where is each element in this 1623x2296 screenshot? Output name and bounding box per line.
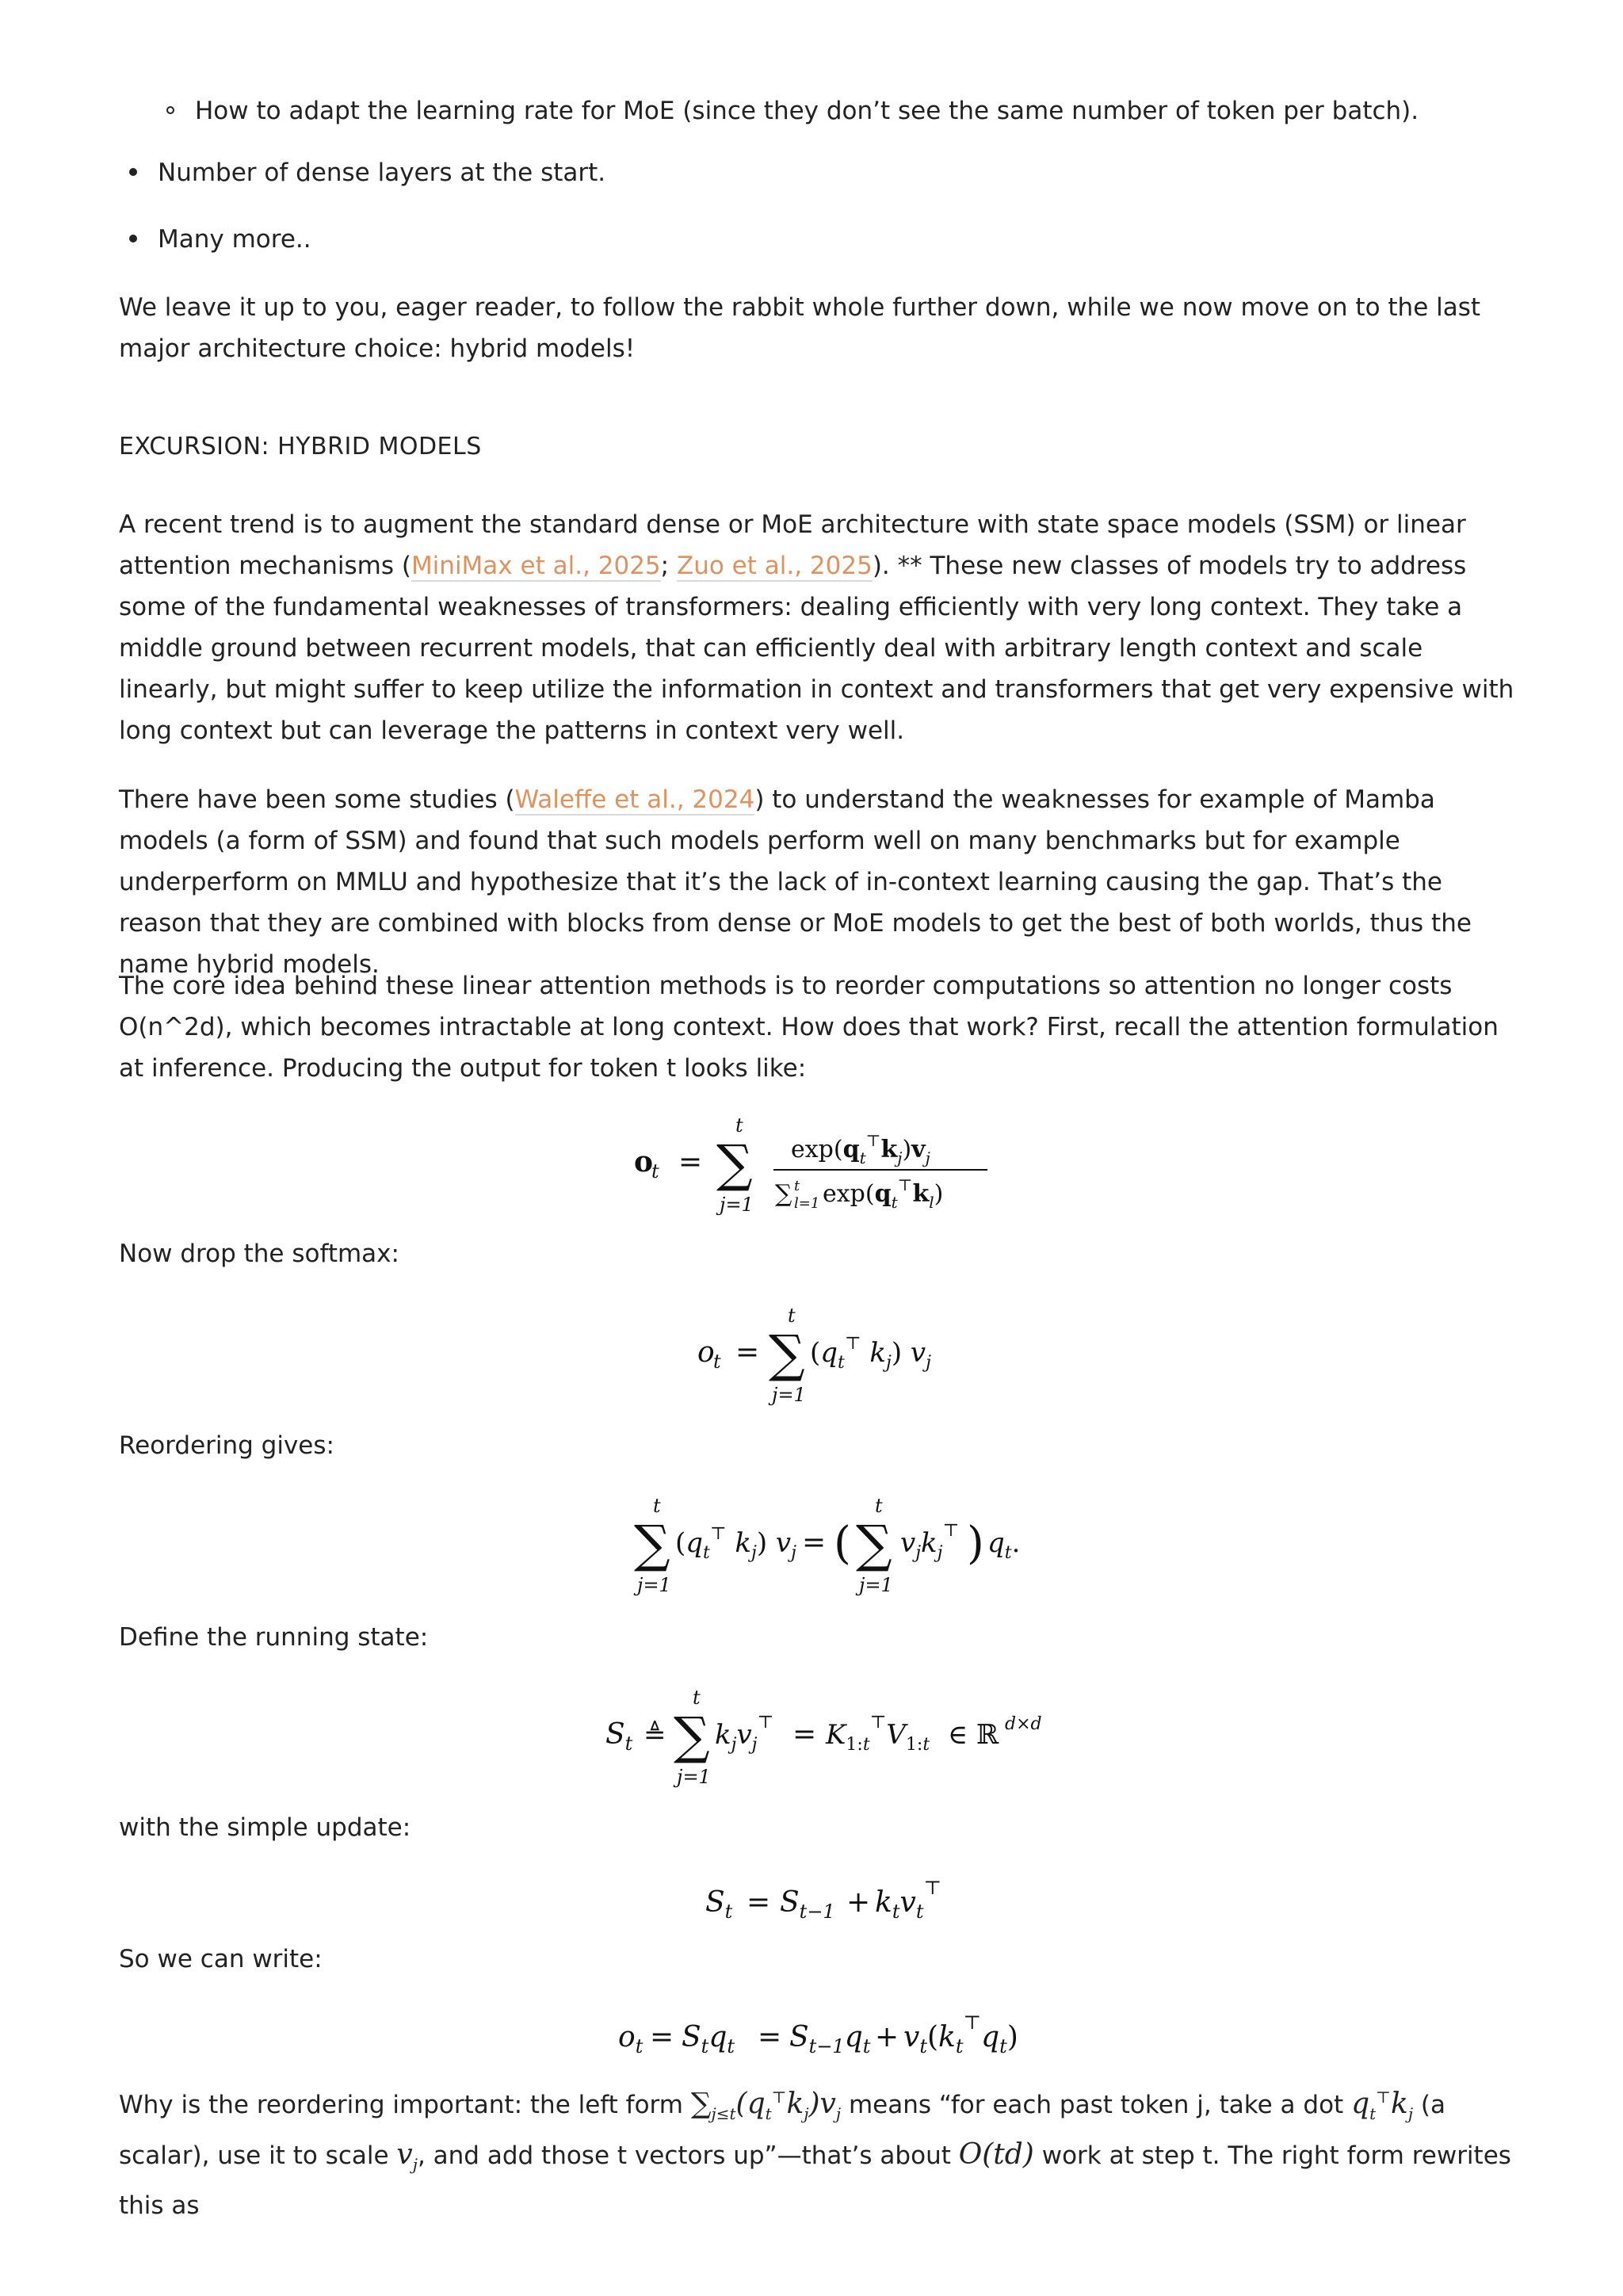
- svg-text:∑: ∑: [634, 1515, 670, 1574]
- svg-text:=: =: [792, 1718, 817, 1751]
- svg-text:t: t: [651, 1160, 659, 1182]
- svg-text:j=1: j=1: [637, 1574, 671, 1596]
- linear-attention-paragraph: The core idea behind these linear attention methods is to reorder computations so attention no longer costs O(n^2d), which becomes intractable at long context. How does that work? First, recall the attention formulation at inference. Producing the output for token t looks like:: [119, 972, 1499, 1083]
- svg-text:qt.: $q_t$.: [987, 1527, 1021, 1563]
- svg-text:t: t: [788, 1305, 796, 1327]
- bullet-item: [129, 222, 311, 257]
- svg-text:o: o: [634, 1145, 654, 1179]
- hybrid-intro-paragraph: [119, 504, 1522, 751]
- svg-text:j=1: j=1: [720, 1194, 754, 1216]
- paragraph-text: There have been some studies (: [119, 785, 515, 814]
- hollow-bullet-icon: [166, 106, 174, 114]
- svg-text:(: (: [834, 1518, 851, 1569]
- running-state-equation: [594, 1680, 1054, 1797]
- mamba-paragraph: [119, 779, 1522, 985]
- paragraph-text: work at step t. The right form rewrites this as: [119, 2141, 1511, 2221]
- svg-text:j=1: j=1: [677, 1766, 711, 1788]
- reordering-importance-paragraph: [119, 2076, 1522, 2226]
- svg-text:+: +: [875, 2021, 899, 2053]
- sub-bullet-item: [166, 94, 1419, 128]
- simple-update-label: with the simple update:: [119, 1813, 411, 1842]
- paragraph-text: ). ** These new classes of models try to address some of the fundamental weaknesses of transformers: dealing efficiently with very long context. They take a middle ground between recurrent models, that can efficiently deal with arbitrary length context and scale linearly, but might suffer to keep utilize the information in context and transformers that get very expensive with long context but can leverage the patterns in context very well.: [119, 552, 1514, 745]
- reordered-equation: [626, 1490, 1038, 1607]
- svg-text:∑: ∑: [856, 1515, 892, 1574]
- svg-text:o: o: [697, 1336, 715, 1369]
- so-write-label: So we can write:: [119, 1945, 323, 1973]
- bullet-item: [129, 155, 605, 190]
- bullet-icon: [129, 168, 137, 176]
- svg-text:=: =: [650, 2021, 674, 2053]
- svg-text:+: +: [846, 1886, 871, 1919]
- attention-softmax-equation: [618, 1110, 1014, 1235]
- svg-text:≜: ≜: [643, 1719, 666, 1751]
- svg-text:=: =: [758, 2021, 782, 2053]
- bullet-icon: [129, 235, 137, 243]
- svg-text:kjvj⊤: $k_jv_j^⊤$: [715, 1713, 774, 1755]
- svg-text:∈ ℝ: ∈ ℝ: [948, 1719, 999, 1751]
- svg-text:∑: ∑: [769, 1325, 805, 1384]
- state-update-equation: [697, 1870, 951, 1940]
- svg-text:vt(kt⊤qt): $v_t(k_t^⊤q_t)$: [903, 2011, 1018, 2057]
- no-softmax-equation: [689, 1300, 959, 1417]
- citation-link-zuo[interactable]: Zuo et al., 2025: [676, 552, 873, 580]
- svg-text:St: $S_t$: [705, 1886, 733, 1923]
- bullet-text: Many more..: [158, 225, 311, 254]
- citation-link-waleffe[interactable]: Waleffe et al., 2024: [514, 785, 755, 814]
- paragraph-text: , and add those t vectors up”—that’s about: [417, 2141, 951, 2171]
- output-equation: [610, 2005, 1038, 2075]
- bullet-text: Number of dense layers at the start.: [158, 159, 606, 187]
- svg-text:ktvt⊤: $k_tv_t^⊤$: [875, 1877, 942, 1923]
- svg-text:): ): [967, 1518, 984, 1569]
- paragraph-text: (a scalar), use it to scale: [119, 2091, 1445, 2171]
- svg-text:St−1: $S_{t-1}$: [780, 1886, 835, 1923]
- svg-text:t: t: [875, 1495, 883, 1517]
- svg-text:=: =: [678, 1146, 703, 1179]
- drop-softmax-label: Now drop the softmax:: [119, 1240, 399, 1268]
- svg-text:t: t: [735, 1114, 743, 1137]
- inline-v-formula: $v_j$: [396, 2138, 418, 2175]
- svg-text:ot: $o_t$: [618, 2021, 643, 2057]
- inline-complexity-formula: O(td): [958, 2138, 1034, 2172]
- citation-separator: ;: [660, 552, 677, 580]
- svg-text:∑: ∑: [775, 1180, 792, 1208]
- svg-text:=: =: [747, 1886, 771, 1919]
- svg-text:(qt⊤ kj) vj: ($q_t^⊤$ $k_j$) $v_j$: [675, 1524, 796, 1563]
- paragraph-text: A recent trend is to augment the standard dense or MoE architecture with state space models (SSM) or linear attention mechanisms (: [119, 510, 1466, 580]
- svg-text:d×d: d×d: [1005, 1714, 1042, 1734]
- sub-bullet-text: How to adapt the learning rate for MoE (since they don’t see the same number of token per batch).: [195, 97, 1419, 125]
- svg-text:exp(qt⊤kl): $\exp(q_t^⊤k_l)$: [823, 1175, 944, 1212]
- inline-dot-formula: $q_t^⊤k_j$: [1351, 2088, 1414, 2124]
- svg-text:t: t: [713, 1350, 721, 1373]
- svg-text:∑: ∑: [716, 1135, 753, 1194]
- inline-sum-formula: $\sum_{j\le t}(q_t^⊤k_j)v_j$: [690, 2088, 842, 2124]
- paragraph-text: ) to understand the weaknesses for example of Mamba models (a form of SSM) and found that such models perform well on many benchmarks but for example underperform on MMLU and hypothesize that it’s the lack of in-context learning causing the gap. That’s the reason that they are combined with blocks from dense or MoE models to get the best of both worlds, thus the name hybrid models.: [119, 785, 1472, 979]
- svg-text:exp(qt⊤kj)vj: $\exp(q_t^⊤k_j)v_j$: [791, 1131, 930, 1167]
- svg-text:j=1: j=1: [859, 1574, 893, 1596]
- intro-paragraph: We leave it up to you, eager reader, to follow the rabbit whole further down, while we now move on to the last major architecture choice: hybrid models!: [119, 293, 1481, 363]
- svg-text:∑: ∑: [674, 1707, 710, 1766]
- svg-text:K1:t⊤V1:t: $K_{1:}t^⊤V_{1:}t$: [826, 1713, 930, 1755]
- svg-text:St: $S_t$: [605, 1718, 633, 1755]
- svg-text:(qt⊤ kj) vj: ($q_t^⊤$ $k_j$) $v_j$: [810, 1334, 931, 1373]
- svg-text:Stqt: $S_tq_t$: [682, 2021, 735, 2057]
- citation-link-minimax[interactable]: MiniMax et al., 2025: [411, 552, 661, 580]
- svg-text:=: =: [735, 1336, 760, 1369]
- section-heading: EXCURSION: HYBRID MODELS: [119, 433, 482, 460]
- svg-text:t: t: [794, 1178, 800, 1194]
- svg-text:l=1: l=1: [794, 1195, 820, 1212]
- svg-text:t: t: [693, 1687, 701, 1709]
- define-state-label: Define the running state:: [119, 1623, 429, 1652]
- svg-text:j=1: j=1: [772, 1384, 806, 1406]
- paragraph-text: Why is the reordering important: the left form: [119, 2091, 683, 2119]
- reordering-label: Reordering gives:: [119, 1431, 334, 1460]
- svg-text:=: =: [802, 1526, 827, 1559]
- svg-text:vjkj⊤: $v_jk_j^⊤$: [900, 1521, 960, 1563]
- svg-text:t: t: [653, 1495, 661, 1517]
- paragraph-text: means “for each past token j, take a dot: [848, 2091, 1344, 2119]
- svg-text:St−1qt: $S_{t-1}q_t$: [789, 2021, 871, 2057]
